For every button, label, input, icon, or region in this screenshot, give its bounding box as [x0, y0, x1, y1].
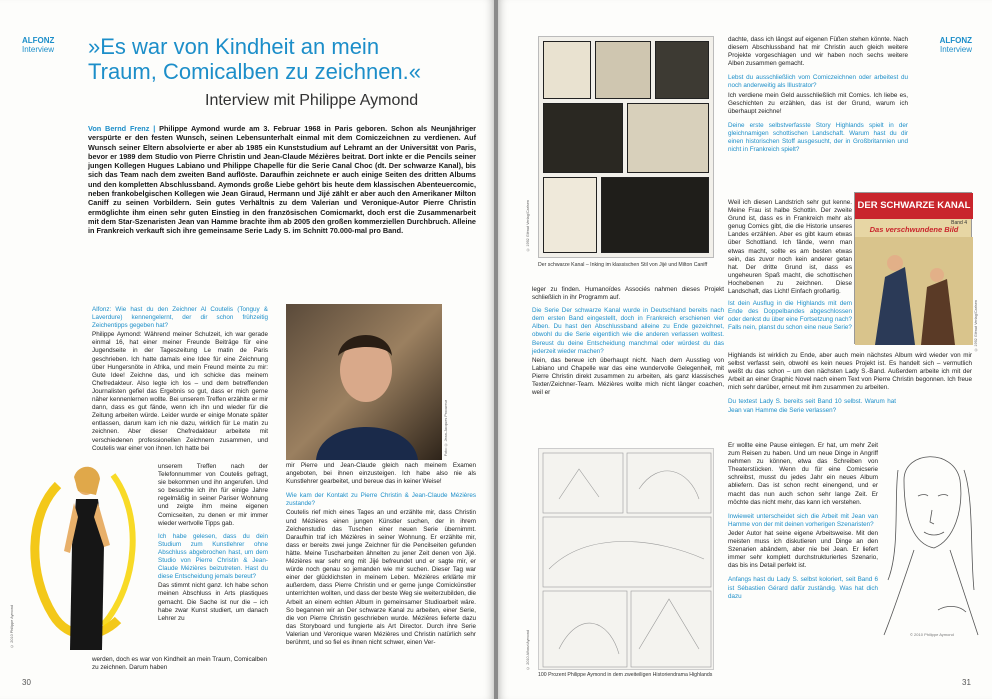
cover-artwork	[855, 237, 973, 345]
question-1: Alfonz: Wie hast du den Zeichner Al Coutelis (Tonguy & Laverdure) kennengelernt, der dir schon frühzeitig Zeichentipps gegeben hat?	[92, 306, 268, 330]
sketch-drawing	[539, 449, 715, 671]
left-column-2	[286, 462, 476, 648]
answer-8: Er wollte eine Pause einlegen. Er hat, um mehr Zeit zum Reisen zu haben. Und um neue Dinge in Angriff nehmen zu können, etwa das Schreiben von Theaterstücken. Wenn du für eine Comicserie schreibst, musst du jedes Jahr ein neues Album abliefern. Das ist schon recht einengend, und er macht das nun auch schon sehr lange Zeit. Er möchte das nicht mehr, das kann ich verstehen.	[728, 442, 878, 506]
comic-caption: Der schwarze Kanal – Inking im klassischen Stil von Jijé und Milton Caniff	[538, 262, 708, 268]
woman-portrait-drawing	[874, 440, 982, 640]
comic-page-image	[538, 36, 714, 258]
lead-paragraph	[88, 124, 476, 236]
woman-figure-drawing	[18, 455, 148, 655]
answer-6: Weil ich diesen Landstrich sehr gut kenne. Meine Frau ist halbe Schottin. Der zweite Grund ist, dass es in Frankreich mehr als genug Comics gibt, die die Historie unseres Landes erzählen. Aber es gibt kaum etwas über Schottland. Ich fände, wenn man etwas macht, sollte es am besten etwas sein, das zuvor noch kein anderer getan hat. Der dritte Grund ist, dass es ungeheuren Spaß macht, die schottischen Hochebenen zu zeichnen. Diese Landschaft, das Licht! Einfach großartig.	[728, 199, 852, 296]
headline-line1: »Es war von Kindheit an mein	[88, 34, 380, 59]
cover-title: DER SCHWARZE KANAL	[855, 193, 973, 219]
figure-illustration	[10, 455, 148, 655]
comic-panel	[655, 41, 709, 99]
brand-label-right: ALFONZ	[939, 36, 972, 45]
answer-1-wrap: unserem Treffen nach der Telefonnummer von Coutelis gefragt, sie bekommen und ihn angerufen. Und so besuchte ich ihn für einige Jahre regelmäßig in seiner Pariser Wohnung und zeigte ihm meine eigenen Comicseiten, zu denen er mir immer wieder wertvolle Tipps gab.	[158, 463, 268, 527]
answer-7: Highlands ist wirklich zu Ende, aber auch mein nächstes Album wird wieder von mir selbst verfasst sein, obwohl es kein neues Projekt ist. Es handelt sich – vermutlich weißt du das schon – um den nächsten Lady S.-Band. Außerdem arbeite ich mit der Arbeit an einer Graphic Novel nach einem Text von Pierre Christin begonnen. Ich freue mich sehr darüber, erneut mit ihm zusammen zu arbeiten.	[728, 352, 972, 392]
portrait-sketch	[874, 440, 982, 640]
comic-panel	[543, 103, 623, 173]
right-page	[498, 0, 992, 699]
headline	[88, 34, 488, 84]
question-4: Die Serie Der schwarze Kanal wurde in Deutschland bereits nach dem ersten Band eingestellt, doch in Frankreich erschienen vier Alben. Du hast den Abschlussband alleine zu Ende gezeichnet, obwohl du die Serie eigentlich wie die anderen verlassen wolltest. Bereust du deine Entscheidung manchmal oder würdest du das jederzeit wieder machen?	[532, 307, 724, 355]
philippe-aymond-photo	[286, 304, 442, 460]
answer-3: Coutelis rief mich eines Tages an und erzählte mir, dass Christin und Mézières einen jungen Künstler suchen, der in ihrem Zeichenstudio das Tuschen einer neuen Serie übernimmt. Daraufhin traf ich Mézières in seiner Wohnung. Er erzählte mir, dass er bereits zwei junge Zeichner für die Pencilseiten gefunden hätte. Meine Tuscharbeiten ähnelten zu jener Zeit denen von Jijé. Mézières war sehr eng mit Jijé befreundet und er sagte mir, er würde noch genau so jemanden wie mir suchen. Dieser Tag war einer der glücklichsten in meinem Leben. Mézières erklärte mir außerdem, dass Pierre Christin und er gerne junge Comickünstler unterrichten wollten, und dass der beste Weg sie weiterzubilden, die Arbeit an einem echten Album in gemeinsamer Studioarbeit wäre. So begannen wir an Der schwarze Kanal zu arbeiten, einer Serie, die von Pierre Christin geschrieben wurde. Mézières lieferte dazu das Storyboard und fungierte als Art Director. Durch ihre Serie Valerian und Veronique waren Mézières und Christin natürlich sehr berühmt, und so fiel es ihnen nicht schwer, einen Ver-	[286, 509, 476, 646]
question-9: Inwieweit unterscheidet sich die Arbeit mit Jean van Hamme von der mit deinen vorherigen Szenaristen?	[728, 512, 878, 528]
answer-2: Das stimmt nicht ganz. Ich habe schon meinen Abschluss in Arts plastiques gemacht. Die Sache ist nur die – ich habe zwar Kunst studiert, um danach Lehrer zu	[158, 582, 268, 622]
answer-4-continued: dachte, dass ich längst auf eigenen Füßen stehen könnte. Nach diesem Abschlussband hat mir Christin auch gleich weitere Projekte vorgeschlagen und wir haben noch sechs weitere Alben zusammen gemacht.	[728, 36, 908, 68]
answer-2-end: werden, doch es war von Kindheit an mein Traum, Comicalben zu zeichnen. Darum haben	[92, 656, 268, 672]
photo-credit: Foto: © Jean-Jacques Procureur	[444, 400, 448, 457]
right-column-2-wrap	[728, 199, 852, 297]
page-number-left: 30	[22, 678, 31, 687]
figure-credit: © 2010 Philippe Aymond	[10, 605, 14, 648]
comic-panel	[627, 103, 709, 173]
question-5: Lebst du ausschließlich vom Comiczeichnen oder arbeitest du noch anderweitig als Illustrator?	[728, 74, 908, 90]
portrait-photo-shape	[286, 304, 442, 460]
left-page	[0, 0, 494, 699]
question-10: Anfangs hast du Lady S. selbst koloriert, seit Band 6 ist Sébastien Gérard dafür zuständig. Was hat dich dazu	[728, 576, 878, 600]
portrait-credit: © 2010 Philippe Aymond	[910, 632, 954, 637]
comic-credit: © 1992 Glénat Verlag/Carlsen	[526, 200, 530, 252]
left-column-1-top	[92, 306, 268, 454]
section-label: Interview	[22, 45, 55, 54]
answer-4: Nein, das bereue ich überhaupt nicht. Nach dem Ausstieg von Labiano und Chapelle war das eine wundervolle Gelegenheit, mit Pierre Christin direkt zusammen zu arbeiten, als ganz klassisches Texter/Zeichner-Team. Mézières wollte mich nicht länger coachen, weil er	[532, 356, 724, 397]
section-kicker-right	[940, 36, 972, 54]
byline: Von Bernd Frenz |	[88, 124, 156, 133]
answer-2-continued: mir Pierre und Jean-Claude gleich nach meinem Examen angeboten, bei ihnen einzusteigen. Ich habe also nie als Kunstlehrer gearbeitet, und bereue das in keiner Weise!	[286, 462, 476, 486]
cover-subtitle: Das verschwundene Bild	[869, 225, 959, 234]
sketch-credit: © 2010 Alfonz/Aymond	[526, 630, 530, 670]
right-column-2-top	[728, 36, 908, 155]
right-column-2-q7	[728, 300, 852, 333]
headline-subtitle: Interview mit Philippe Aymond	[205, 92, 419, 109]
section-kicker-left	[22, 36, 54, 54]
comic-panel	[543, 177, 597, 253]
left-column-1-end	[92, 656, 268, 673]
question-7: Ist dein Ausflug in die Highlands mit dem Ende des Doppelbandes abgeschlossen oder denkst du über eine Fortsetzung nach? Falls nein, planst du schon eine neue Serie?	[728, 300, 852, 332]
right-column-1	[532, 286, 724, 398]
question-3: Wie kam der Kontakt zu Pierre Christin & Jean-Claude Mézières zustande?	[286, 492, 476, 508]
cover-credit: © 1992 Glénat Verlag/Carlsen	[974, 300, 978, 352]
pencil-sketch-page	[538, 448, 714, 670]
sketch-caption: 100 Prozent Philippe Aymond in dem zweiteiligen Historiendrama Highlands	[538, 672, 713, 678]
question-8: Du textest Lady S. bereits seit Band 10 selbst. Warum hat Jean van Hamme die Serie verlassen?	[728, 398, 896, 414]
answer-3-continued: leger zu finden. Humanoïdes Associés nahmen dieses Projekt schließlich in ihr Programm auf.	[532, 286, 724, 302]
right-column-2-mid	[728, 352, 972, 416]
comic-panel	[543, 41, 591, 99]
right-column-2-lower	[728, 442, 878, 602]
book-cover-schwarze-kanal	[854, 192, 972, 344]
comic-panel	[595, 41, 651, 99]
left-column-1-wrap	[158, 463, 268, 624]
cover-band: Band 4	[951, 220, 967, 226]
section-label-right: Interview	[939, 45, 972, 54]
page-number-right: 31	[962, 678, 971, 687]
comic-panel	[601, 177, 709, 253]
answer-9: Jeder Autor hat seine eigene Arbeitsweise. Mit den meisten muss ich diskutieren und Dinge an den Szenarien abändern, aber nie bei Jean. Er liefert immer sehr komplett durchstrukturiertes Szenario, das bis ins Detail perfekt ist.	[728, 529, 878, 570]
lead-text: Philippe Aymond wurde am 3. Februar 1968 in Paris geboren. Schon als Neunjähriger verspürte er den festen Wunsch, seinen Lebensunterhalt einmal mit dem Comiczeichnen zu verdienen. Auf Wunsch seiner Eltern absolvierte er aber ab 1985 ein Kunststudium auf Lehramt an der Universität von Paris, bevor er 1989 dem Studio von Pierre Christin und Jean-Claude Mézières beitrat. Dort inkte er die Pencils seiner jungen Kollegen Hugues Labiano und Philippe Chapelle für die Serie Canal Choc (dt. Der schwarze Kanal), bis sich das Team nach dem zweiten Band auflöste. Daraufhin zeichnete er auch einige Seiten des dritten Albums und den kompletten Abschlussband. Aymonds große Liebe gehört bis heute dem klassischen Abenteuercomic, neben frankobelgischen Kollegen wie Jean Giraud, Hermann und Jijé zählt er aber auch den Amerikaner Milton Caniff zu seinen Vorbildern. Sein gutes Verhältnis zu dem Valerian und Veronique-Autor Pierre Christin ermöglichte ihm einen sehr guten Einstieg in den französischen Comicmarkt, doch erst die Zusammenarbeit mit dem Star-Szenaristen Jean van Hamme brachte ihm ab 2005 den großen kommerziellen Durchbruch. Alleine in Frankreich verkauft sich ihre gemeinsame Serie Lady S. im Schnitt 70.000-mal pro Band.	[88, 124, 477, 236]
brand-label: ALFONZ	[22, 36, 55, 45]
headline-line2: Traum, Comicalben zu zeichnen.«	[88, 59, 422, 84]
question-6: Deine erste selbstverfasste Story Highlands spielt in der gleichnamigen schottischen Landschaft. Warum hast du dir einen historischen Stoff ausgesucht, der in Großbritannien und nicht in Frankreich spielt?	[728, 121, 908, 154]
answer-5: Ich verdiene mein Geld ausschließlich mit Comics. Ich liebe es, Geschichten zu erzählen, das ist der Grund, warum ich überhaupt zeichne!	[728, 91, 908, 115]
question-2: Ich habe gelesen, dass du dein Studium zum Kunstlehrer ohne Abschluss abgebrochen hast, um dem Studio von Pierre Christin & Jean-Claude Mézières beizutreten. Hast du diese Entscheidung jemals bereut?	[158, 532, 268, 581]
answer-1: Philippe Aymond: Während meiner Schulzeit, ich war gerade einmal 16, hat einer meiner Freunde Beiträge für eine Jugendseite in der Tageszeitung Le matin de Paris geschrieben. Ich hatte damals eine Idee für eine Zeichnung über Hungersnöte in Afrika, und mein Freund meinte zu mir: Gute Idee! Zeichne das, und ich schicke das meinem Chefredakteur. Also legte ich los – und dem betreffenden Journalisten gefiel das Ergebnis so gut, dass er mich gerne näher kennenlernen wollte. Bei unserem Treffen erzählte er mir dann, dass es gut fände, wenn ich ihn und wieder für die Zeitung arbeiten würde. Leider wurde er einige Monate später entlassen, darum kam ich nie dazu, wirklich für Le matin zu zeichnen. Aber dieser Chefredakteur arbeitete mit verschiedenen professionellen Zeichnern zusammen, und Coutelis war einer von ihnen. Ich hatte bei	[92, 331, 268, 452]
